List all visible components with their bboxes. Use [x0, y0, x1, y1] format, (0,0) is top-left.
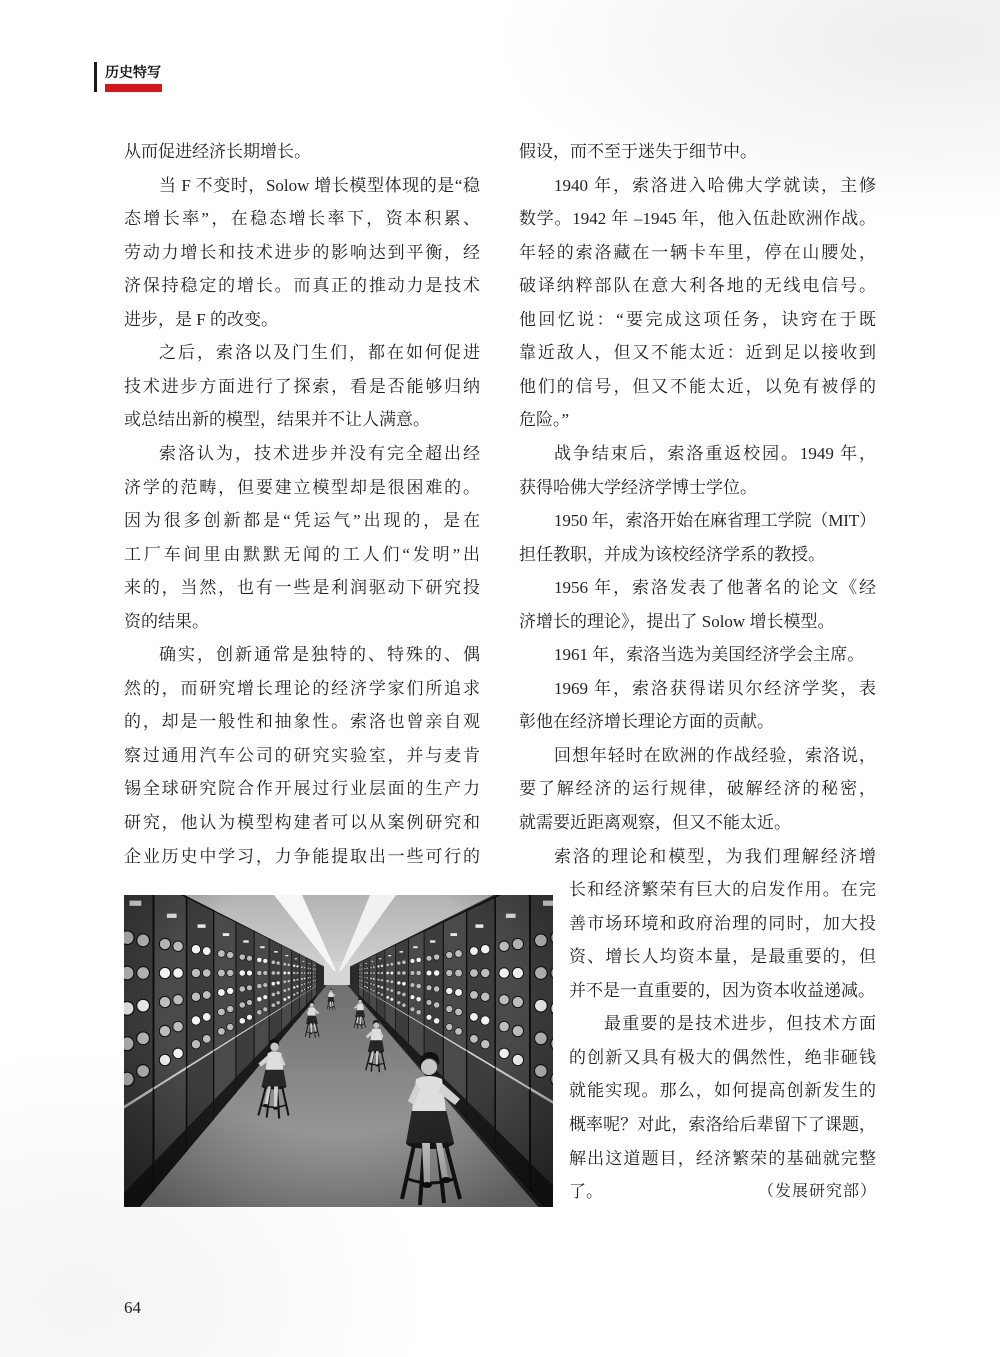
text-line: 年轻的索洛藏在一辆卡车里，停在山腰处， — [519, 242, 876, 262]
text-line: 济学的范畴，但要建立模型却是很困难的。 — [124, 477, 480, 497]
text-line: 1961 年，索洛当选为美国经济学会主席。 — [554, 645, 865, 665]
text-line: 长和经济繁荣有巨大的启发作用。在完 — [569, 880, 876, 900]
text-line: 1956 年，索洛发表了他著名的论文《经 — [554, 578, 876, 598]
text-line: 从而促进经济长期增长。 — [124, 142, 311, 161]
text-line: 他回忆说：“要完成这项任务，诀窍在于既 — [519, 309, 876, 329]
text-line: 济增长的理论》，提出了 Solow 增长模型。 — [519, 611, 835, 631]
text-line: 他们的信号，但又不能太近，以免有被俘的 — [519, 376, 876, 396]
text-line: 数学。1942 年 –1945 年，他入伍赴欧洲作战。 — [519, 209, 876, 229]
calutron-control-room-photo — [124, 895, 553, 1207]
text-line: 研究，他认为模型构建者可以从案例研究和 — [124, 813, 480, 832]
text-line: 劳动力增长和技术进步的影响达到平衡，经 — [124, 242, 480, 262]
text-line: 锡全球研究院合作开展过行业层面的生产力 — [124, 779, 480, 799]
header-vertical-rule — [94, 62, 97, 92]
text-line: 工厂车间里由默默无闻的工人们“发明”出 — [124, 544, 480, 564]
text-line: 概率呢？对此，索洛给后辈留下了课题， — [569, 1114, 876, 1134]
text-line: 要了解经济的运行规律，破解经济的秘密， — [519, 779, 876, 799]
text-line: 战争结束后，索洛重返校园。1949 年， — [554, 443, 876, 463]
page-number: 64 — [124, 1298, 141, 1317]
section-title-underline — [105, 84, 162, 92]
text-line: 1969 年，索洛获得诺贝尔经济学奖，表 — [554, 678, 876, 698]
text-line: 回想年轻时在欧洲的作战经验，索洛说， — [554, 745, 876, 765]
text-line: 索洛的理论和模型，为我们理解经济增 — [554, 846, 876, 866]
text-line: 确实，创新通常是独特的、特殊的、偶 — [159, 645, 480, 665]
byline: （发展研究部） — [758, 1183, 878, 1200]
text-line: 然的，而研究增长理论的经济学家们所追求 — [124, 678, 480, 698]
text-line: 资的结果。 — [124, 611, 209, 631]
text-line: 当 F 不变时，Solow 增长模型体现的是“稳 — [159, 175, 480, 195]
text-line: 并不是一直重要的，因为资本收益递减。 — [569, 980, 875, 1000]
text-line: 来的，当然，也有一些是利润驱动下研究投 — [124, 578, 480, 598]
text-line: 就能实现。那么，如何提高创新发生的 — [569, 1081, 876, 1101]
text-line: 1940 年，索洛进入哈佛大学就读，主修 — [554, 175, 876, 195]
photo-illustration — [124, 895, 553, 1207]
text-line: 技术进步方面进行了探索，看是否能够归纳 — [124, 376, 480, 396]
text-line: 态增长率”，在稳态增长率下，资本积累、 — [124, 209, 480, 229]
text-line: 进步，是 F 的改变。 — [124, 309, 278, 329]
text-line: 之后，索洛以及门生们，都在如何促进 — [159, 343, 480, 363]
text-line: 企业历史中学习，力争能提取出一些可行的 — [124, 846, 480, 866]
text-line: 济保持稳定的增长。而真正的推动力是技术 — [124, 276, 480, 296]
text-line: 的，却是一般性和抽象性。索洛也曾亲自观 — [124, 712, 480, 732]
text-line: 的创新又具有极大的偶然性，绝非砸钱 — [569, 1047, 876, 1067]
text-line: 假设，而不至于迷失于细节中。 — [519, 142, 757, 161]
text-line: 资、增长人均资本量，是最重要的，但 — [569, 947, 876, 967]
text-line: 了。 — [569, 1182, 603, 1201]
text-line: 危险。” — [519, 410, 570, 430]
text-line: 靠近敌人，但又不能太近：近到足以接收到 — [519, 343, 876, 363]
text-line: 获得哈佛大学经济学博士学位。 — [519, 477, 757, 497]
text-line: 察过通用汽车公司的研究实验室，并与麦肯 — [124, 745, 480, 765]
text-line: 解出这道题目，经济繁荣的基础就完整 — [569, 1148, 876, 1168]
text-line: 破译纳粹部队在意大利各地的无线电信号。 — [519, 276, 876, 296]
text-line: 彰他在经济增长理论方面的贡献。 — [519, 712, 774, 732]
text-line: 善市场环境和政府治理的同时，加大投 — [569, 913, 876, 933]
text-line: 最重要的是技术进步，但技术方面 — [604, 1014, 876, 1034]
text-line: 就需要近距离观察，但又不能太近。 — [519, 813, 791, 832]
text-line: 因为很多创新都是“凭运气”出现的，是在 — [124, 511, 480, 530]
section-title: 历史特写 — [105, 64, 161, 80]
text-line: 担任教职，并成为该校经济学系的教授。 — [519, 544, 825, 564]
text-line: 1950 年，索洛开始在麻省理工学院（MIT） — [554, 511, 876, 530]
text-line: 索洛认为，技术进步并没有完全超出经 — [159, 443, 480, 463]
text-line: 或总结出新的模型，结果并不让人满意。 — [124, 410, 430, 430]
